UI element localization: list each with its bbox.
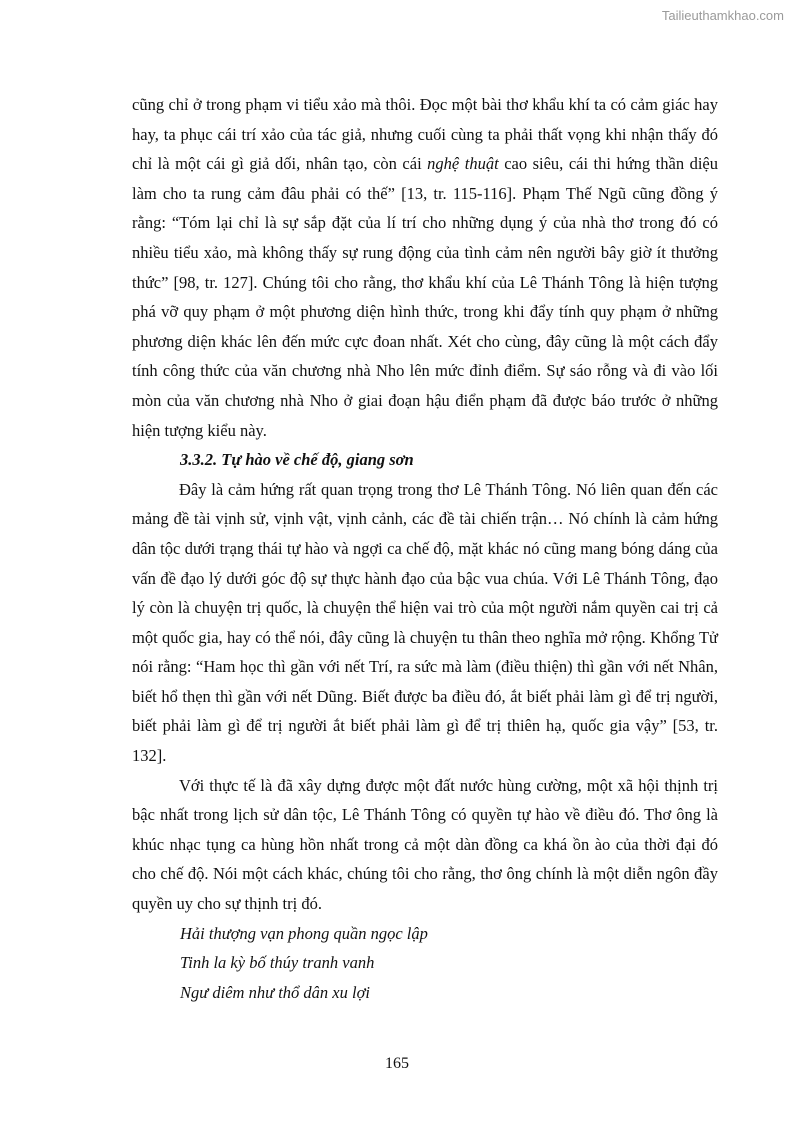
paragraph-text: cũng chỉ ở trong phạm vi tiểu xảo mà thôi. Đọc một bài thơ khẩu khí ta có cảm giác hay hay, ta phục cái trí xảo của tác giả, nhưng cuối cùng ta phải thất vọng khi nhận thấy đó chỉ là một cái gì giả dối, nhân tạo, còn cái <box>132 95 718 174</box>
paragraph: Với thực tế là đã xây dựng được một đất nước hùng cường, một xã hội thịnh trị bậc nhất trong lịch sử dân tộc, Lê Thánh Tông có quyền tự hào về điều đó. Thơ ông là khúc nhạc tụng ca hùng hồn nhất trong cả một dàn đồng ca khá ồn ào của thời đại đó cho chế độ. Nói một cách khác, chúng tôi cho rằng, thơ ông chính là một diễn ngôn đầy quyền uy cho sự thịnh trị đó. <box>132 775 718 914</box>
paragraph-continuation <box>132 90 718 445</box>
page-body <box>132 90 718 1007</box>
page-number: 165 <box>385 1055 409 1072</box>
section-heading: 3.3.2. Tự hào về chế độ, giang sơn <box>180 450 414 470</box>
paragraph-text: cao siêu, cái thi hứng thần diệu làm cho ta rung cảm đâu phải có thế” [13, tr. 115-116]. Phạm Thế Ngũ cũng đồng ý rằng: “Tóm lại chỉ là sự sắp đặt của lí trí cho những dụng ý của nhà thơ trong đó có nhiều tiểu xảo, mà không thấy sự rung động của tình cảm nên người bây giờ ít thưởng thức” [98, tr. 127]. Chúng tôi cho rằng, thơ khẩu khí của Lê Thánh Tông là hiện tượng phá vỡ quy phạm ở một phương diện hình thức, trong khi đẩy tính quy phạm ở những phương diện khác lên đến mức cực đoan nhất. Xét cho cùng, đây cũng là một cách đẩy tính công thức của văn chương nhà Nho lên mức đỉnh điểm. Sự sáo rỗng và đi vào lối mòn của văn chương nhà Nho ở giai đoạn hậu điển phạm đã được báo trước ở những hiện tượng kiểu này. <box>132 154 719 440</box>
verse-line: Hải thượng vạn phong quần ngọc lập <box>180 923 428 943</box>
paragraph: Đây là cảm hứng rất quan trọng trong thơ Lê Thánh Tông. Nó liên quan đến các mảng đề tài vịnh sử, vịnh vật, vịnh cảnh, các đề tài chiến trận… Nó chính là cảm hứng dân tộc dưới trạng thái tự hào và ngợi ca chế độ, mặt khác nó cũng mang bóng dáng của vấn đề đạo lý dưới góc độ sự thực hành đạo của bậc vua chúa. Với Lê Thánh Tông, đạo lý còn là chuyện trị quốc, là chuyện thể hiện vai trò của một người nắm quyền cai trị cả một quốc gia, hay có thể nói, đây cũng là chuyện tu thân theo nghĩa mở rộng. Khổng Tử nói rằng: “Ham học thì gần với nết Trí, ra sức mà làm (điều thiện) thì gần với nết Nhân, biết hổ thẹn thì gần với nết Dũng. Biết được ba điều đó, ắt biết phải làm gì để trị người, biết phải làm gì để trị người ắt biết phải làm gì để trị thiên hạ, quốc gia vậy” [53, tr. 132]. <box>132 479 718 766</box>
verse-line: Tinh la kỳ bố thúy tranh vanh <box>180 953 375 973</box>
watermark: Tailieuthamkhao.com <box>661 8 784 23</box>
verse-line: Ngư diêm như thổ dân xu lợi <box>180 982 370 1002</box>
emphasis-text: nghệ thuật <box>427 154 499 174</box>
